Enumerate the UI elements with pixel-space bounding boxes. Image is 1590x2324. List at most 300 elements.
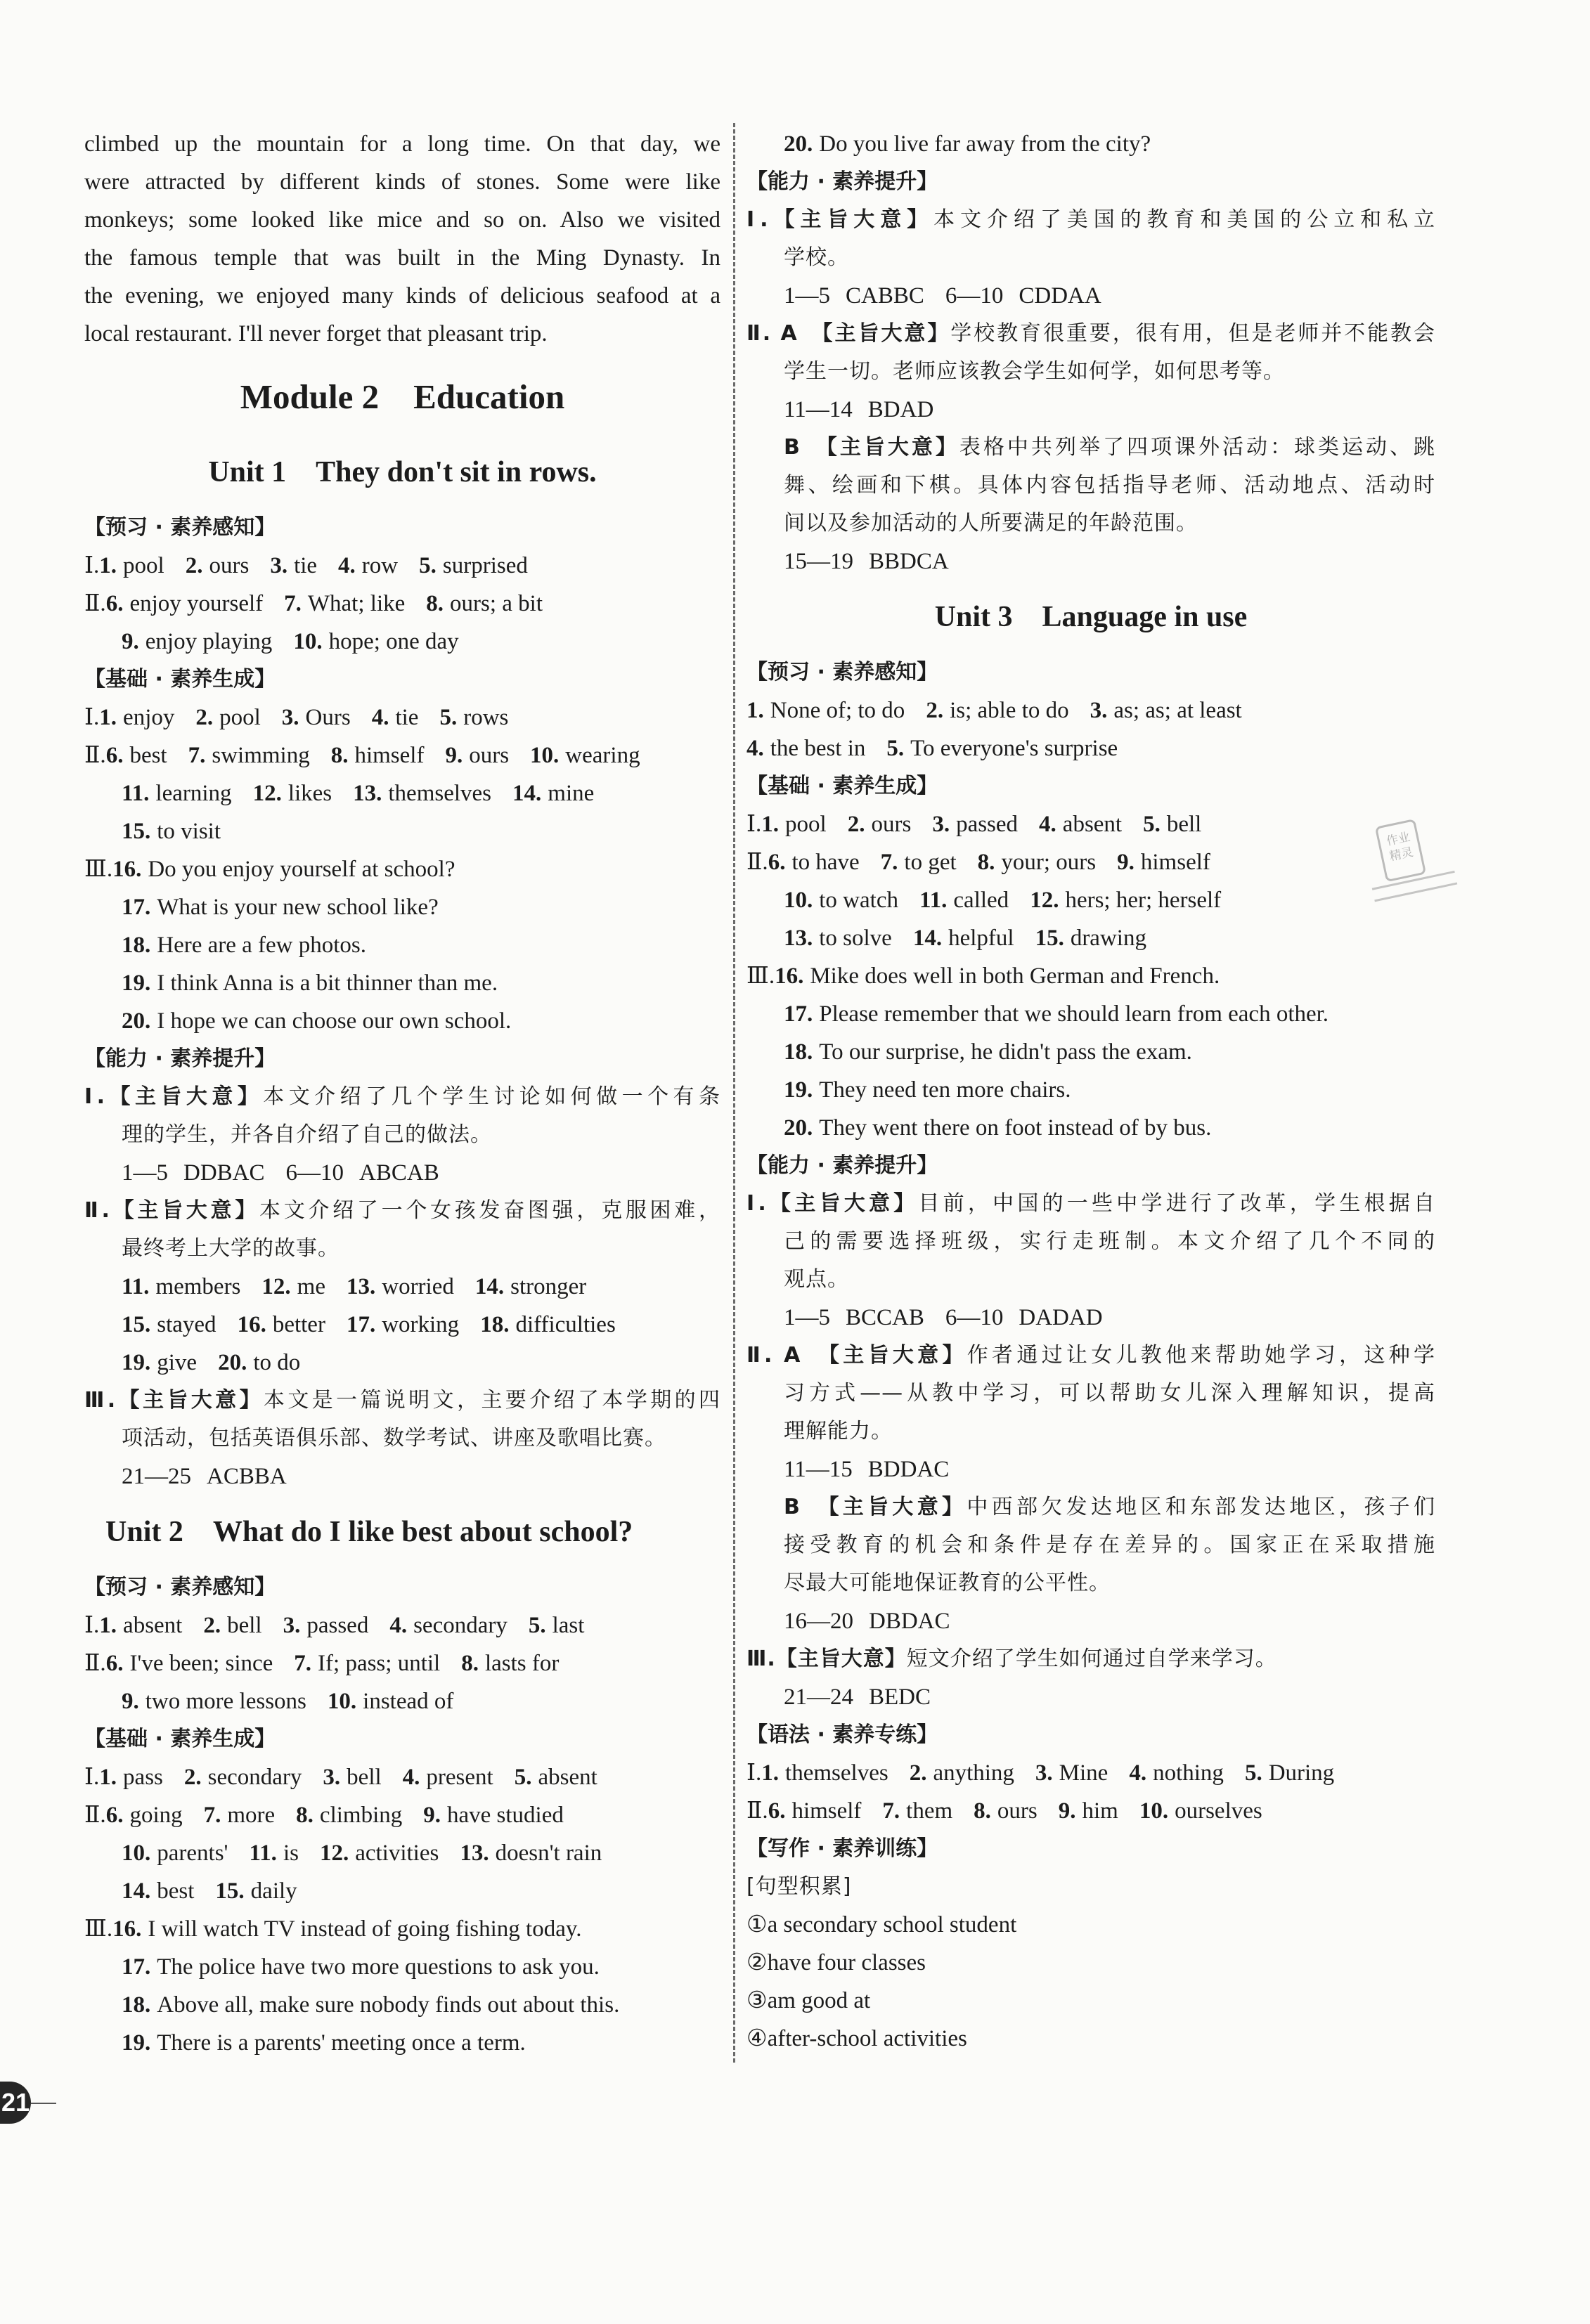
answer-number: 13. [460,1841,489,1866]
summary-line [746,1564,1435,1602]
answer-number: 9. [445,743,463,768]
answer-text: have studied [447,1803,564,1828]
answer-number: 13. [784,926,813,951]
roman-numeral: Ⅱ. [746,1798,768,1824]
answer-text: ours [209,553,250,578]
answer-text: daily [250,1878,297,1904]
answer-text: I hope we can choose our own school. [157,1008,512,1034]
summary-tag: 【主旨大意】 [826,435,959,460]
answer-text: Ours [305,705,351,730]
summary-line [746,1526,1435,1564]
page-number: 21 [0,2082,31,2124]
answer-text: last [552,1613,585,1638]
text-line: the evening, we enjoyed many kinds of delicious seafood at a [84,283,720,309]
answer-line [84,1682,720,1720]
answer-text: to get [904,850,957,875]
answer-line [746,125,1435,163]
answer-line [84,1306,720,1344]
summary-line [84,1116,720,1154]
roman-numeral: Ⅰ. [84,705,100,730]
answer-number: 9. [423,1803,441,1828]
answer-line [746,881,1435,919]
answer-line [746,729,1435,767]
answer-text: your; ours [1001,850,1097,875]
answer-text: They need ten more chairs. [819,1077,1071,1103]
answer-line [746,1450,1435,1488]
answer-text: pool [219,705,261,730]
roman-numeral: Ⅲ. [746,963,775,989]
answer-line [746,1299,1435,1337]
summary-line [746,1337,1435,1375]
answer-line [746,543,1435,580]
answer-text: Please remember that we should learn from each other. [819,1001,1329,1027]
answer-number: 17. [346,1312,376,1337]
answer-number: 7. [203,1803,221,1828]
answer-number: 20. [784,1115,813,1141]
roman-numeral: Ⅰ. [84,553,100,578]
summary-text: 学校教育很重要，很有用，但是老师并不能教会 [950,321,1435,346]
answer-text: difficulties [515,1312,616,1337]
answer-number: 6. [768,1798,786,1824]
answer-text: passed [306,1613,369,1638]
answer-number: 5. [419,553,437,578]
answer-line [746,919,1435,957]
answer-text: I think Anna is a bit thinner than me. [157,971,498,996]
answer-text: CDDAA [1019,283,1101,309]
summary-tag: 【主旨大意】 [822,321,951,346]
roman-numeral: Ⅱ. A [746,1343,829,1368]
section-header: 【语法 · 素养专练】 [746,1722,938,1747]
answer-number: 1—5 [784,1305,830,1330]
watermark-stamp [1355,808,1463,909]
summary-tag: 【主旨大意】 [110,1198,259,1223]
text-line: ②have four classes [746,1950,926,1975]
answer-text: the best in [770,736,866,761]
answer-text: Do you live far away from the city? [819,131,1151,157]
roman-numeral: Ⅲ. [746,1647,776,1671]
answer-number: 2. [203,1613,221,1638]
section-header: 【能力 · 素养提升】 [746,1153,938,1178]
answer-number: 8. [296,1803,314,1828]
answer-number: 9. [122,629,139,654]
text-line: ①a secondary school student [746,1912,1017,1937]
answer-line [84,585,720,623]
answer-text: bell [1166,812,1202,837]
answer-text: climbing [319,1803,403,1828]
answer-number: 1—5 [122,1160,168,1186]
answer-number: 4. [338,553,356,578]
section-header: 【能力 · 素养提升】 [746,169,938,194]
summary-line [746,201,1435,239]
section-header: 【基础 · 素养生成】 [84,1727,276,1751]
summary-tag: 【主旨大意】 [828,1495,967,1519]
answer-line [84,1344,720,1382]
answer-text: ours [997,1798,1038,1824]
answer-text: to watch [819,888,898,913]
answer-line [84,774,720,812]
answer-number: 5. [1244,1760,1262,1786]
stamp-text: 作业 精灵 [1375,819,1426,882]
summary-line [746,1375,1435,1413]
summary-tag: 【主旨大意】 [829,1343,967,1368]
answer-text: himself [791,1798,862,1824]
answer-number: 6. [105,1651,124,1676]
unit-title: Unit 3 Language in use [934,601,1248,633]
answer-line [746,805,1435,843]
section-header: 【预习 · 素养感知】 [84,515,276,540]
answer-number: 11. [122,1274,150,1299]
summary-tag: 【主旨大意】 [775,1647,907,1671]
answer-text: pool [785,812,827,837]
summary-text: 学校。 [784,245,849,270]
answer-text: himself [1140,850,1210,875]
answer-text: Do you enjoy yourself at school? [148,857,455,882]
answer-number: 4. [402,1765,420,1790]
answer-number: 3. [281,705,299,730]
answer-line [84,1458,720,1495]
roman-numeral: Ⅰ. [84,1613,100,1638]
answer-number: 7. [284,591,302,616]
answer-line [746,1754,1435,1792]
answer-number: 2. [185,553,203,578]
answer-text: ours [871,812,912,837]
answer-number: 16. [112,1916,142,1942]
answer-text: enjoy playing [145,629,273,654]
answer-number: 6—10 [945,1305,1004,1330]
answer-text: bell [347,1765,382,1790]
answer-number: 20. [122,1008,151,1034]
answer-number: 17. [122,895,151,920]
answer-number: 12. [252,781,282,806]
answer-text: to have [791,850,860,875]
answer-number: 10. [293,629,323,654]
summary-text: 理的学生，并各自介绍了自己的做法。 [122,1122,492,1147]
answer-text: To everyone's surprise [910,736,1118,761]
answer-line [84,2024,720,2062]
answer-text: BBDCA [869,549,949,574]
answer-number: 4. [1129,1760,1147,1786]
answer-number: 10. [327,1689,357,1714]
answer-text: swimming [212,743,310,768]
answer-number: 14. [512,781,542,806]
summary-text: 目前，中国的一些中学进行了改革，学生根据自 [918,1191,1435,1216]
summary-line [84,1192,720,1230]
answer-text: two more lessons [145,1689,306,1714]
answer-text: worried [382,1274,454,1299]
answer-number: 9. [122,1689,139,1714]
roman-numeral: Ⅰ. [746,1760,762,1786]
answer-number: 10. [122,1841,151,1866]
answer-text: BDDAC [867,1457,950,1482]
answer-text: best [157,1878,195,1904]
answer-text: working [382,1312,460,1337]
answer-number: 14. [912,926,943,951]
answer-number: 15. [215,1878,245,1904]
answer-text: I've been; since [129,1651,273,1676]
answer-number: 5. [528,1613,546,1638]
answer-line [746,843,1435,881]
answer-text: going [129,1803,183,1828]
module-title: Module 2 Education [240,377,565,416]
answer-number: 6. [768,850,786,875]
answer-number: 12. [1030,888,1059,913]
answer-number: 2. [847,812,865,837]
summary-text: 本文介绍了一个女孩发奋图强，克服困难， [259,1198,720,1223]
answer-number: 19. [784,1077,813,1103]
answer-text: What is your new school like? [157,895,439,920]
answer-text: There is a parents' meeting once a term. [157,2030,526,2056]
answer-text: tie [395,705,419,730]
answer-text: passed [956,812,1019,837]
answer-text: row [361,553,399,578]
roman-numeral: B [784,1495,829,1519]
answer-number: 18. [480,1312,510,1337]
summary-text: 理解能力。 [784,1419,893,1443]
answer-number: 1. [746,698,764,723]
answer-line [746,277,1435,315]
answer-line [746,692,1435,729]
answer-text: hers; her; herself [1065,888,1222,913]
answer-number: 8. [974,1798,991,1824]
answer-number: 6. [105,743,124,768]
answer-number: 6—10 [285,1160,344,1186]
answer-number: 15. [122,819,151,844]
answer-number: 2. [926,698,944,723]
summary-text: 尽最大可能地保证教育的公平性。 [784,1571,1111,1595]
answer-text: anything [933,1760,1014,1786]
answer-number: 19. [122,1350,151,1375]
answer-line [746,1071,1435,1109]
answer-text: Mike does well in both German and French. [810,963,1220,989]
summary-text: 学生一切。老师应该教会学生如何学，如何思考等。 [784,359,1285,384]
answer-text: bell [227,1613,262,1638]
summary-line [746,1640,1435,1678]
answer-number: 1. [761,1760,780,1786]
summary-line [746,1185,1435,1223]
roman-numeral: Ⅲ. [84,1916,113,1942]
answer-text: stronger [510,1274,587,1299]
answer-text: absent [538,1765,597,1790]
answer-text: absent [123,1613,183,1638]
answer-number: 8. [330,743,349,768]
roman-numeral: Ⅰ. [84,1765,100,1790]
answer-text: wearing [565,743,640,768]
summary-line [746,429,1435,467]
answer-number: 4. [746,736,764,761]
answer-line [746,957,1435,995]
answer-line [746,1602,1435,1640]
roman-numeral: Ⅰ. [746,812,762,837]
summary-text: 表格中共列举了四项课外活动：球类运动、跳 [959,435,1435,460]
answer-line [84,736,720,774]
answer-number: 16. [237,1312,266,1337]
answer-number: 11. [919,888,948,913]
text-line: local restaurant. I'll never forget that pleasant trip. [84,321,548,346]
summary-text: 本文介绍了美国的教育和美国的公立和私立 [933,207,1435,232]
answer-number: 3. [283,1613,301,1638]
answer-number: 1. [99,1765,117,1790]
answer-line [746,1033,1435,1071]
answer-number: 12. [319,1841,349,1866]
answer-line [84,623,720,661]
answer-text: secondary [413,1613,508,1638]
answer-text: I will watch TV instead of going fishing today. [148,1916,582,1942]
answer-number: 16. [112,857,142,882]
answer-text: members [155,1274,241,1299]
summary-line [84,1230,720,1268]
answer-number: 14. [474,1274,505,1299]
roman-numeral: Ⅲ. [84,857,113,882]
answer-text: The police have two more questions to ask you. [157,1954,600,1980]
summary-text: 项活动，包括英语俱乐部、数学考试、讲座及歌唱比赛。 [122,1426,666,1450]
answer-text: ours [469,743,510,768]
answer-number: 14. [122,1878,151,1904]
answer-text: ABCAB [359,1160,439,1186]
summary-tag: 【主旨大意】 [766,1191,919,1216]
answer-text: rows [463,705,509,730]
answer-text: DDBAC [183,1160,265,1186]
answer-text: them [906,1798,953,1824]
answer-text: ourselves [1175,1798,1262,1824]
summary-text: 短文介绍了学生如何通过自学来学习。 [906,1647,1277,1671]
section-header: 【基础 · 素养生成】 [746,774,938,798]
answer-text: If; pass; until [318,1651,441,1676]
roman-numeral: Ⅰ. [746,1191,767,1216]
column-divider [733,123,735,2063]
answer-text: him [1082,1798,1118,1824]
roman-numeral: Ⅱ. [84,1198,110,1223]
answer-text: give [157,1350,198,1375]
answer-number: 1—5 [784,283,830,309]
answer-text: pool [123,553,164,578]
answer-text: absent [1062,812,1123,837]
answer-line [84,812,720,850]
answer-number: 9. [1117,850,1135,875]
text-line: the famous temple that was built in the Ming Dynasty. In [84,245,720,271]
answer-text: themselves [388,781,492,806]
answer-text: BCCAB [846,1305,924,1330]
answer-line [84,1948,720,1986]
answer-number: 1. [99,705,117,730]
answer-number: 1. [99,1613,117,1638]
answer-number: 18. [122,1992,151,2018]
answer-text: to visit [157,819,221,844]
page-number-rule [31,2103,56,2104]
answer-text: Above all, make sure nobody finds out about this. [157,1992,620,2018]
answer-text: themselves [785,1760,888,1786]
summary-tag: 【主旨大意】 [116,1388,264,1413]
answer-number: 15—19 [784,549,853,574]
roman-numeral: Ⅱ. [84,591,106,616]
answer-text: stayed [157,1312,216,1337]
answer-number: 3. [1090,698,1108,723]
summary-text: 观点。 [784,1267,849,1292]
answer-number: 9. [1058,1798,1076,1824]
answer-number: 11. [249,1841,277,1866]
text-line: monkeys; some looked like mice and so on. Also we visited [84,207,720,233]
answer-number: 2. [909,1760,927,1786]
answer-number: 8. [426,591,444,616]
answer-text: ACBBA [207,1464,287,1489]
answer-number: 13. [346,1274,376,1299]
answer-text: present [426,1765,493,1790]
answer-number: 5. [514,1765,532,1790]
answer-number: 5. [1143,812,1161,837]
summary-line [84,1420,720,1458]
answer-line [84,1268,720,1306]
answer-number: 20. [784,131,813,157]
answer-text: to do [253,1350,301,1375]
answer-number: 10. [784,888,813,913]
answer-number: 20. [218,1350,247,1375]
answer-text: to solve [819,926,892,951]
answer-text: best [129,743,167,768]
answer-text: They went there on foot instead of by bus. [819,1115,1212,1141]
answer-number: 4. [1039,812,1056,837]
text-line: were attracted by different kinds of stones. Some were like [84,169,720,195]
summary-line [746,1488,1435,1526]
answer-text: enjoy [123,705,175,730]
answer-number: 11. [122,781,150,806]
answer-text: mine [548,781,595,806]
answer-text: better [272,1312,325,1337]
summary-line [84,1078,720,1116]
answer-number: 15. [122,1312,151,1337]
answer-text: helpful [948,926,1014,951]
roman-numeral: Ⅲ. [84,1388,117,1413]
summary-line [746,1413,1435,1450]
answer-line [84,1644,720,1682]
answer-number: 18. [122,933,151,958]
roman-numeral: Ⅱ. [84,1803,106,1828]
answer-line [84,547,720,585]
answer-number: 16. [775,963,804,989]
answer-number: 13. [353,781,382,806]
summary-text: 作者通过让女儿教他来帮助她学习，这种学 [967,1343,1435,1368]
answer-text: activities [355,1841,439,1866]
answer-line [84,1796,720,1834]
answer-line [84,964,720,1002]
summary-line [746,353,1435,391]
summary-text: 本文介绍了几个学生讨论如何做一个有条 [263,1084,720,1109]
section-header: 【能力 · 素养提升】 [84,1046,276,1071]
answer-line [84,926,720,964]
answer-text: nothing [1153,1760,1224,1786]
answer-number: 10. [1139,1798,1169,1824]
answer-number: 2. [195,705,214,730]
answer-number: 19. [122,2030,151,2056]
summary-line [746,467,1435,505]
answer-text: surprised [442,553,528,578]
section-header: 【预习 · 素养感知】 [84,1575,276,1599]
answer-text: To our surprise, he didn't pass the exam. [819,1039,1192,1065]
answer-text: secondary [207,1765,302,1790]
answer-number: 1. [761,812,780,837]
answer-text: Here are a few photos. [157,933,367,958]
answer-line [746,391,1435,429]
roman-numeral: Ⅰ. [746,207,769,232]
answer-text: hope; one day [328,629,459,654]
answer-line [84,1910,720,1948]
answer-text: learning [155,781,232,806]
answer-text: parents' [157,1841,228,1866]
answer-line [84,1872,720,1910]
answer-number: 7. [882,1798,900,1824]
answer-text: enjoy yourself [129,591,264,616]
summary-text: 己的需要选择班级，实行走班制。本文介绍了几个不同的 [784,1229,1435,1254]
answer-line [84,1002,720,1040]
answer-number: 21—24 [784,1684,853,1710]
